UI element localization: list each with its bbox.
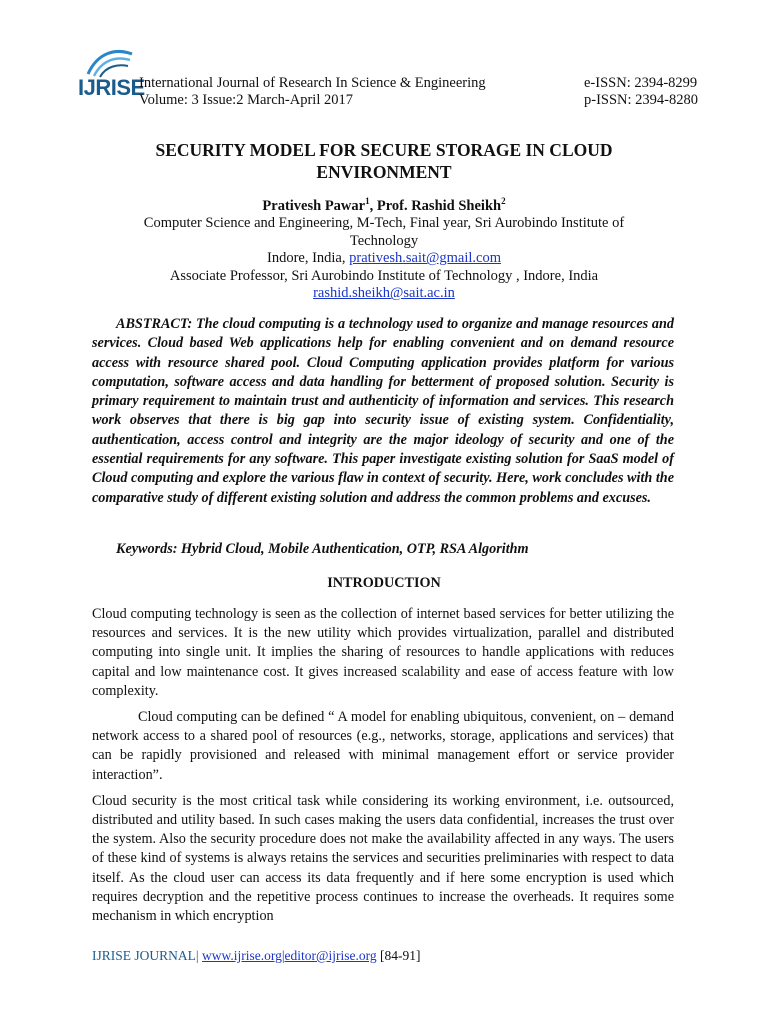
affiliation-1-city: Indore, India, — [266, 250, 350, 267]
introduction-body — [92, 605, 674, 933]
paper-title — [120, 139, 648, 183]
abstract — [92, 315, 674, 508]
ijrise-logo — [78, 48, 145, 110]
author-block — [100, 193, 668, 303]
keywords: Keywords: Hybrid Cloud, Mobile Authentication, OTP, RSA Algorithm — [116, 541, 529, 557]
journal-header — [78, 48, 698, 112]
eissn: e-ISSN: 2394-8299 — [584, 75, 698, 91]
journal-info — [139, 75, 486, 109]
footer-website-link[interactable]: www.ijrise.org — [201, 948, 282, 963]
journal-name: International Journal of Research In Science & Engineering — [139, 75, 486, 91]
email-link-1[interactable]: prativesh.sait@gmail.com — [349, 250, 501, 267]
affiliation-2: Associate Professor, Sri Aurobindo Institute of Technology , Indore, India — [169, 267, 599, 284]
footer-email-link[interactable]: editor@ijrise.org — [284, 948, 377, 963]
page-footer — [92, 948, 420, 964]
author-1-affiliation-mark: 1 — [365, 196, 370, 206]
affiliation-1-line-2: Technology — [349, 232, 419, 249]
email-link-2[interactable]: rashid.sheikh@sait.ac.in — [313, 285, 455, 302]
paragraph-2: Cloud computing can be defined “ A model for enabling ubiquitous, convenient, on – demand network access to a shared pool of resources (e.g., networks, storage, applications and services) that can be rapidly provisioned and released with minimal management effort or service provider interaction”. — [92, 709, 674, 783]
footer-journal-label: IJRISE JOURNAL| — [92, 948, 202, 963]
footer-separator: | — [281, 948, 285, 963]
abstract-text: ABSTRACT: The cloud computing is a technology used to organize and manage resources and services. Cloud based Web applications help for enabling convenient and on demand resource access with resource shared pool. Cloud Computing application provides platform for various computation, software access and data handling for betterment of proposed solution. Security is primary requirement to maintain trust and authenticity of information and services. This research work observes that there is big gap into security issue of existing system. Confidentiality, authentication, access control and integrity are the major ideology of security and one of the essential requirements for any software. This paper investigate existing solution for SaaS model of Cloud computing and explore the various flaw in context of security. Here, work concludes with the comparative study of different existing solution and address the common problems and excuses. — [92, 316, 674, 506]
footer-page-range: [84-91] — [376, 948, 421, 963]
pissn: p-ISSN: 2394-8280 — [584, 92, 698, 108]
title-line-2: ENVIRONMENT — [316, 162, 452, 182]
author-separator: , — [369, 197, 377, 214]
affiliation-1-location — [100, 250, 668, 268]
author-names — [100, 193, 668, 215]
author-2-affiliation-mark: 2 — [501, 196, 506, 206]
logo-text: IJRISE — [78, 75, 145, 100]
affiliation-1-line-1: Computer Science and Engineering, M-Tech, Final year, Sri Aurobindo Institute of — [143, 215, 625, 232]
issn-info — [584, 75, 698, 109]
paragraph-1: Cloud computing technology is seen as the collection of internet based services for better utilizing the resources and services. It is the new utility which provides virtualization, parallel and distributed computing into single unit. It implies the sharing of resources to handle applications with reduces capital and low maintenance cost. It gives increased scalability and ease of access feature with low complexity. — [92, 606, 674, 699]
paragraph-3: Cloud security is the most critical task while considering its working environment, i.e. outsourced, distributed and utility based. In such cases making the users data confidential, increases the trust over the system. Also the security procedure does not make the availability affected in any ways. The users of these kind of systems is always retains the services and securities preliminaries with respect to data itself. As the cloud user can access its data frequently and if here some encryption is used which requires decryption and the repetitive process continues to increase the overheads. It requires some mechanism in which encryption — [92, 792, 674, 925]
author-2: Prof. Rashid Sheikh — [376, 197, 502, 214]
wave-logo-icon — [86, 48, 134, 78]
journal-volume: Volume: 3 Issue:2 March-April 2017 — [139, 92, 353, 108]
title-line-1: SECURITY MODEL FOR SECURE STORAGE IN CLOUD — [155, 140, 613, 160]
section-heading-introduction: INTRODUCTION — [327, 575, 441, 591]
author-1: Prativesh Pawar — [262, 197, 366, 214]
